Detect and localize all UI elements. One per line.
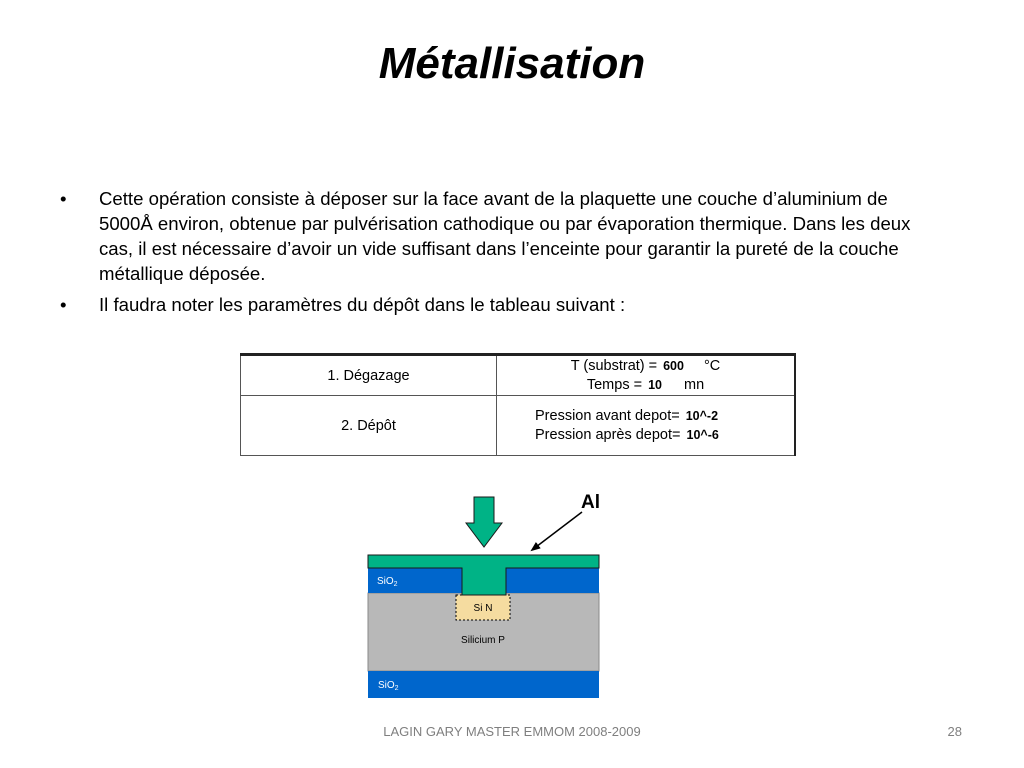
parameter-value: 10^-6 [686, 427, 719, 442]
slide-title: Métallisation [378, 39, 646, 88]
bullet-marker: • [60, 294, 67, 315]
parameter-label: Pression après depot= [535, 426, 681, 443]
sio2-top-label: SiO$_2$ [377, 576, 398, 588]
bullet-text: Il faudra noter les paramètres du dépôt dans le tableau suivant : [99, 294, 626, 315]
deposition-arrow-icon [466, 497, 502, 547]
step-cell: 1. Dégazage [241, 355, 497, 396]
bullet-marker: • [60, 188, 67, 209]
sio2-bottom-label: SiO$_2$ [378, 680, 399, 692]
substrate-label: Silicium P [461, 635, 505, 646]
parameter-unit: °C [703, 357, 721, 374]
parameter-unit: mn [683, 376, 705, 393]
page-number: 28 [947, 724, 962, 739]
bullet-text: Cette opération consiste à déposer sur la face avant de la plaquette une couche d’aluminium de 5000Å environ, obtenue par pulvérisation cathodique ou par évaporation thermique. Dans les deux cas, il est nécessaire d’avoir un vide suffisant dans l’enceinte pour garantir la pureté de la couche métallique déposée. [99, 188, 911, 284]
parameter-value: 10^-2 [685, 408, 719, 423]
sio2-bottom-layer [368, 671, 599, 698]
aluminium-label: Al [581, 492, 600, 513]
step-cell: 2. Dépôt [241, 396, 497, 456]
parameter-label: Pression avant depot= [535, 407, 680, 424]
parameter-label: T (substrat) = [570, 357, 658, 374]
parameter-value: 600 [663, 358, 684, 373]
parameter-value: 10 [648, 377, 662, 392]
aluminium-pointer-arrow [532, 512, 582, 550]
sio2-top-right-layer [506, 568, 599, 593]
doped-region-label: Si N [473, 603, 493, 614]
parameter-label: Temps = [586, 376, 643, 393]
footer-text: LAGIN GARY MASTER EMMOM 2008-2009 [383, 724, 641, 739]
